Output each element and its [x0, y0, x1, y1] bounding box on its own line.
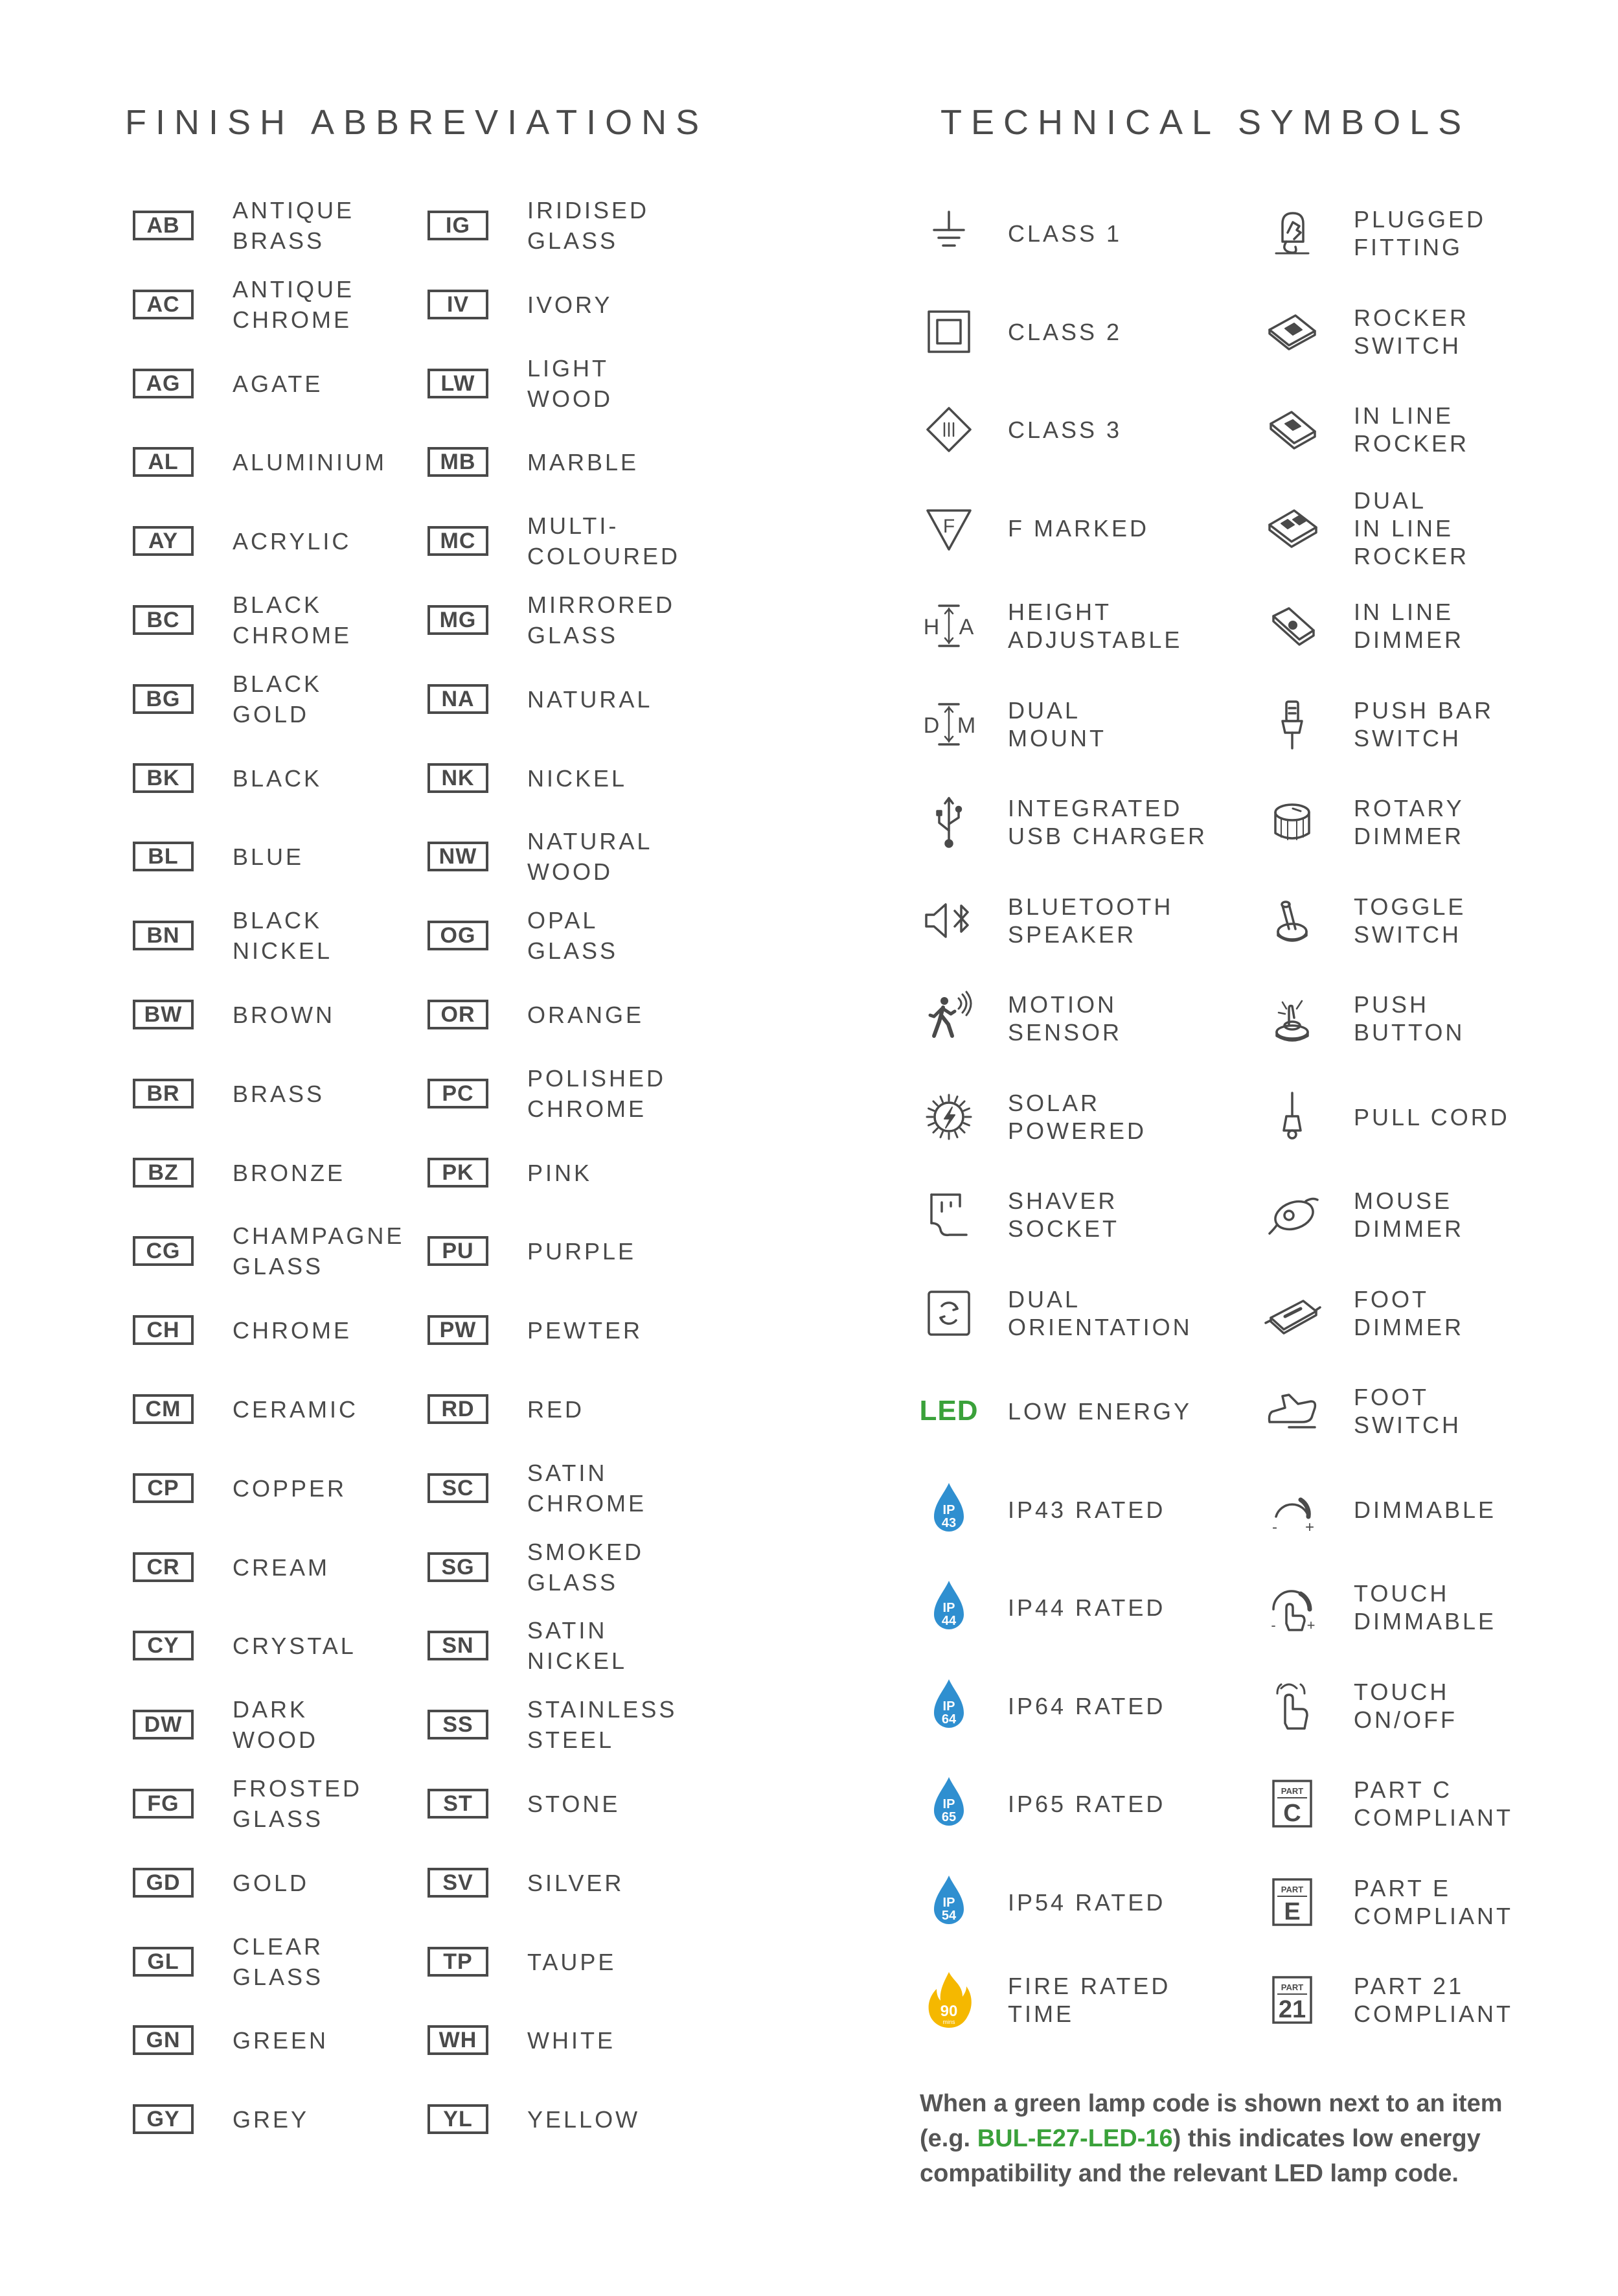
finish-item-mb: [427, 431, 722, 493]
symbol-label: IP54 RATED: [1008, 1888, 1166, 1916]
finish-item-bn: [133, 904, 427, 967]
part-e-icon: [1263, 1873, 1321, 1931]
symbol-motion-sensor: [920, 980, 1254, 1057]
finish-label: TAUPE: [527, 1948, 617, 1975]
finish-label: BRONZE: [233, 1159, 346, 1186]
finish-label: NATURAL WOOD: [527, 828, 653, 885]
finish-label: SILVER: [527, 1869, 624, 1896]
finish-code: IV: [427, 290, 488, 319]
finish-code: ST: [427, 1789, 488, 1819]
finish-label: AGATE: [233, 370, 323, 397]
symbol-dual-mount: [920, 685, 1254, 763]
finish-label: PINK: [527, 1159, 593, 1186]
symbol-part-c-compliant: [1263, 1765, 1567, 1843]
finish-code: BK: [133, 763, 194, 793]
dual-mount-icon: [920, 695, 978, 753]
finish-label: CHAMPAGNE GLASS: [233, 1223, 405, 1280]
footnote-lamp-code: BUL-E27-LED-16: [977, 2125, 1173, 2152]
led-footnote: [920, 2086, 1542, 2191]
finish-label: ALUMINIUM: [233, 448, 387, 476]
finish-label: CLEAR GLASS: [233, 1933, 324, 1990]
symbol-toggle-switch: [1263, 882, 1567, 959]
svg-text:+: +: [1306, 1617, 1316, 1633]
symbol-label: CLASS 3: [1008, 416, 1122, 443]
finish-item-pk: [427, 1142, 722, 1204]
svg-text:PART: PART: [1281, 1982, 1304, 1992]
finish-label: BLACK: [233, 764, 323, 792]
finish-item-cy: [133, 1614, 427, 1677]
finish-label: BLACK GOLD: [233, 671, 323, 728]
symbol-label: CLASS 1: [1008, 220, 1122, 247]
svg-text:43: 43: [941, 1516, 957, 1530]
symbol-part-e-compliant: [1263, 1863, 1567, 1941]
finish-code: YL: [427, 2104, 488, 2134]
symbol-label: PART C COMPLIANT: [1354, 1776, 1514, 1831]
mouse-dimmer-icon: [1263, 1186, 1321, 1244]
finish-label: OPAL GLASS: [527, 907, 619, 964]
finish-item-cm: [133, 1378, 427, 1440]
symbol-mouse-dimmer: [1263, 1176, 1567, 1254]
finish-label: BRASS: [233, 1080, 325, 1107]
finish-item-bw: [133, 983, 427, 1046]
finish-item-bz: [133, 1142, 427, 1204]
symbol-ip65-rated: [920, 1765, 1254, 1843]
symbol-label: DUAL MOUNT: [1008, 697, 1106, 752]
finish-label: BLUE: [233, 843, 304, 870]
finish-item-nw: [427, 825, 722, 888]
finish-item-or: [427, 983, 722, 1046]
led-text: LED: [919, 1395, 979, 1427]
finish-code: AB: [133, 211, 194, 240]
finish-item-ab: [133, 194, 427, 257]
finish-label: GOLD: [233, 1869, 310, 1896]
motion-sensor-icon: [920, 989, 978, 1048]
finish-label: NATURAL: [527, 685, 653, 713]
finish-code: OR: [427, 1000, 488, 1029]
usb-icon: [920, 793, 978, 851]
finish-item-br: [133, 1062, 427, 1125]
ip-drop-icon: [920, 1873, 978, 1931]
rotary-dimmer-icon: [1263, 793, 1321, 851]
finish-item-tp: [427, 1931, 722, 1993]
symbol-ip44-rated: [920, 1568, 1254, 1646]
svg-text:90: 90: [940, 2003, 958, 2020]
svg-text:F: F: [942, 516, 955, 537]
symbol-dimmable: [1263, 1471, 1567, 1548]
finish-item-cp: [133, 1457, 427, 1519]
finish-label: STAINLESS STEEL: [527, 1696, 678, 1753]
symbol-label: PUSH BUTTON: [1354, 991, 1465, 1046]
symbol-label: LOW ENERGY: [1008, 1397, 1192, 1425]
finish-item-dw: [133, 1693, 427, 1756]
finish-label: BROWN: [233, 1001, 335, 1028]
footnote-text-after: ) this indicates low energy compatibility and the relevant LED lamp code.: [920, 2125, 1481, 2187]
svg-text:PART: PART: [1281, 1786, 1304, 1796]
svg-text:64: 64: [941, 1712, 957, 1727]
svg-text:54: 54: [941, 1909, 957, 1923]
toggle-switch-icon: [1263, 891, 1321, 950]
ip-drop-icon: [920, 1578, 978, 1636]
finish-label: ANTIQUE CHROME: [233, 276, 355, 333]
finish-label: BLACK CHROME: [233, 591, 352, 649]
symbol-label: DUAL ORIENTATION: [1008, 1286, 1192, 1340]
finish-label: SMOKED GLASS: [527, 1539, 644, 1596]
svg-text:IP: IP: [942, 1503, 955, 1517]
symbol-touch-on-off: [1263, 1667, 1567, 1745]
class-3-icon: [920, 400, 978, 459]
svg-text:IP: IP: [942, 1699, 955, 1714]
symbol-foot-switch: [1263, 1372, 1567, 1450]
finish-item-bk: [133, 747, 427, 809]
finish-label: PEWTER: [527, 1316, 643, 1344]
finish-code: BR: [133, 1079, 194, 1108]
finish-code: TP: [427, 1947, 488, 1977]
symbol-f-marked: [920, 489, 1254, 567]
finish-code: CH: [133, 1315, 194, 1345]
dimmable-icon: [1263, 1480, 1321, 1539]
finish-label: ORANGE: [527, 1001, 644, 1028]
svg-text:M: M: [957, 713, 976, 738]
finish-item-cg: [133, 1220, 427, 1282]
finish-item-nk: [427, 747, 722, 809]
symbol-integrated-usb-charger: [920, 783, 1254, 861]
symbol-label: IP43 RATED: [1008, 1496, 1166, 1523]
finish-code: CY: [133, 1631, 194, 1660]
symbol-label: IP65 RATED: [1008, 1790, 1166, 1817]
finish-code: LW: [427, 369, 488, 398]
svg-text:-: -: [1271, 1617, 1276, 1633]
finish-label: BLACK NICKEL: [233, 907, 333, 964]
class-2-icon: [920, 303, 978, 361]
finish-code: RD: [427, 1394, 488, 1424]
rocker-switch-icon: [1263, 303, 1321, 361]
symbol-plugged-fitting: [1263, 194, 1567, 272]
finish-code: BC: [133, 605, 194, 635]
finish-code: PK: [427, 1158, 488, 1188]
finish-item-ag: [133, 352, 427, 415]
svg-text:IP: IP: [942, 1797, 955, 1811]
finish-label: MULTI- COLOURED: [527, 512, 681, 569]
finish-label: COPPER: [233, 1475, 347, 1502]
symbol-label: BLUETOOTH SPEAKER: [1008, 893, 1174, 948]
finish-code: SV: [427, 1868, 488, 1898]
symbol-in-line-dimmer: [1263, 587, 1567, 665]
finish-code: GD: [133, 1868, 194, 1898]
finish-item-iv: [427, 273, 722, 336]
finish-label: RED: [527, 1395, 585, 1423]
symbol-fire-rated-time: [920, 1961, 1254, 2039]
finish-code: MG: [427, 605, 488, 635]
symbol-label: FIRE RATED TIME: [1008, 1973, 1171, 2027]
dual-in-line-rocker-icon: [1263, 499, 1321, 557]
finish-code: NA: [427, 684, 488, 714]
finish-code: BZ: [133, 1158, 194, 1188]
finish-code: BN: [133, 921, 194, 950]
finish-code: GY: [133, 2104, 194, 2134]
svg-text:A: A: [959, 615, 974, 639]
pull-cord-icon: [1263, 1088, 1321, 1146]
symbol-foot-dimmer: [1263, 1274, 1567, 1352]
ip-drop-icon: [920, 1774, 978, 1833]
symbol-touch-dimmable: [1263, 1568, 1567, 1646]
plugged-fitting-icon: [1263, 204, 1321, 262]
push-button-icon: [1263, 989, 1321, 1048]
finish-label: IVORY: [527, 291, 613, 318]
symbol-label: DIMMABLE: [1354, 1496, 1497, 1523]
finish-label: MARBLE: [527, 448, 639, 476]
finish-label: DARK WOOD: [233, 1696, 318, 1753]
finish-code: CM: [133, 1394, 194, 1424]
finish-label: SATIN NICKEL: [527, 1617, 628, 1674]
f-marked-icon: [920, 499, 978, 557]
symbol-label: ROCKER SWITCH: [1354, 304, 1470, 359]
finish-item-sv: [427, 1852, 722, 1914]
foot-switch-icon: [1263, 1382, 1321, 1440]
finish-item-ch: [133, 1299, 427, 1361]
part-21-icon: [1263, 1971, 1321, 2029]
finish-label: SATIN CHROME: [527, 1460, 646, 1517]
finish-code: SS: [427, 1710, 488, 1739]
svg-text:IP: IP: [942, 1601, 955, 1615]
finish-label: PURPLE: [527, 1237, 637, 1265]
symbol-dual-orientation: [920, 1274, 1254, 1352]
in-line-rocker-icon: [1263, 400, 1321, 459]
symbol-ip43-rated: [920, 1471, 1254, 1548]
class-1-icon: [920, 204, 978, 262]
ip-drop-icon: [920, 1677, 978, 1735]
finish-item-al: [133, 431, 427, 493]
symbol-in-line-rocker: [1263, 391, 1567, 468]
finish-item-gd: [133, 1852, 427, 1914]
symbol-label: F MARKED: [1008, 514, 1150, 542]
finish-item-ss: [427, 1693, 722, 1756]
symbol-class-1: [920, 194, 1254, 272]
finish-code: MB: [427, 447, 488, 477]
symbol-label: PART E COMPLIANT: [1354, 1875, 1514, 1929]
finish-label: WHITE: [527, 2026, 615, 2054]
finish-code: AL: [133, 447, 194, 477]
symbol-label: FOOT SWITCH: [1354, 1384, 1461, 1438]
finish-item-sc: [427, 1457, 722, 1519]
finish-label: LIGHT WOOD: [527, 355, 613, 412]
led-icon: [920, 1382, 978, 1440]
svg-text:mins: mins: [942, 2019, 955, 2025]
symbol-label: PULL CORD: [1354, 1103, 1510, 1131]
symbol-label: IN LINE DIMMER: [1354, 599, 1464, 653]
symbol-shaver-socket: [920, 1176, 1254, 1254]
part-c-icon: [1263, 1774, 1321, 1833]
finish-code: CG: [133, 1236, 194, 1266]
finish-code: AG: [133, 369, 194, 398]
finish-code: PU: [427, 1236, 488, 1266]
push-bar-switch-icon: [1263, 695, 1321, 753]
ip-drop-icon: [920, 1480, 978, 1539]
finish-code: CR: [133, 1552, 194, 1582]
symbol-label: PUSH BAR SWITCH: [1354, 697, 1494, 752]
solar-icon: [920, 1088, 978, 1146]
finish-abbreviations-heading: FINISH ABBREVIATIONS: [125, 103, 709, 142]
symbol-class-3: [920, 391, 1254, 468]
symbol-label: PART 21 COMPLIANT: [1354, 1973, 1514, 2027]
symbol-label: DUAL IN LINE ROCKER: [1354, 487, 1470, 569]
symbol-rocker-switch: [1263, 293, 1567, 371]
finish-label: FROSTED GLASS: [233, 1775, 363, 1832]
svg-text:44: 44: [941, 1614, 957, 1628]
symbol-label: TOUCH ON/OFF: [1354, 1679, 1457, 1733]
symbol-low-energy: [920, 1372, 1254, 1450]
shaver-socket-icon: [920, 1186, 978, 1244]
symbol-label: SHAVER SOCKET: [1008, 1188, 1120, 1242]
finish-item-gl: [133, 1931, 427, 1993]
symbol-push-button: [1263, 980, 1567, 1057]
finish-code: SG: [427, 1552, 488, 1582]
finish-label: GREEN: [233, 2026, 329, 2054]
svg-text:E: E: [1284, 1898, 1301, 1925]
finish-code: PC: [427, 1079, 488, 1108]
finish-code: BG: [133, 684, 194, 714]
finish-label: CHROME: [233, 1316, 352, 1344]
finish-label: CERAMIC: [233, 1395, 359, 1423]
finish-item-cr: [133, 1536, 427, 1598]
symbol-bluetooth-speaker: [920, 882, 1254, 959]
svg-text:D: D: [923, 713, 940, 738]
finish-item-pc: [427, 1062, 722, 1125]
finish-label: YELLOW: [527, 2106, 641, 2133]
finish-code: PW: [427, 1315, 488, 1345]
finish-code: WH: [427, 2025, 488, 2055]
finish-code: AC: [133, 290, 194, 319]
finish-item-st: [427, 1773, 722, 1835]
finish-code: MC: [427, 526, 488, 556]
finish-item-bl: [133, 825, 427, 888]
finish-item-bc: [133, 589, 427, 651]
finish-code: SN: [427, 1631, 488, 1660]
finish-item-yl: [427, 2088, 722, 2150]
finish-code: CP: [133, 1473, 194, 1503]
finish-item-wh: [427, 2009, 722, 2071]
finish-item-mc: [427, 510, 722, 572]
finish-label: IRIDISED GLASS: [527, 197, 650, 254]
svg-text:-: -: [1272, 1519, 1277, 1536]
touch-dimmable-icon: [1263, 1578, 1321, 1636]
finish-code: SC: [427, 1473, 488, 1503]
finish-label: STONE: [527, 1790, 621, 1817]
finish-code: GL: [133, 1947, 194, 1977]
svg-text:C: C: [1283, 1800, 1301, 1827]
finish-item-ay: [133, 510, 427, 572]
symbol-label: IP64 RATED: [1008, 1692, 1166, 1719]
height-adjustable-icon: [920, 597, 978, 655]
symbol-part-21-compliant: [1263, 1961, 1567, 2039]
svg-text:PART: PART: [1281, 1885, 1304, 1894]
svg-text:65: 65: [941, 1810, 957, 1824]
finish-label: CREAM: [233, 1554, 330, 1581]
finish-label: NICKEL: [527, 764, 628, 792]
finish-code: BW: [133, 1000, 194, 1029]
finish-item-mg: [427, 589, 722, 651]
finish-code: DW: [133, 1710, 194, 1739]
finish-item-sg: [427, 1536, 722, 1598]
in-line-dimmer-icon: [1263, 597, 1321, 655]
foot-dimmer-icon: [1263, 1284, 1321, 1342]
finish-label: ACRYLIC: [233, 527, 352, 555]
finish-item-bg: [133, 668, 427, 730]
symbol-label: CLASS 2: [1008, 318, 1122, 345]
touch-on-off-icon: [1263, 1677, 1321, 1735]
finish-label: GREY: [233, 2106, 310, 2133]
symbol-label: TOUCH DIMMABLE: [1354, 1580, 1497, 1635]
symbol-dual-in-line-rocker: [1263, 489, 1567, 567]
finish-label: CRYSTAL: [233, 1632, 356, 1659]
symbol-class-2: [920, 293, 1254, 371]
finish-code: OG: [427, 921, 488, 950]
finish-code: AY: [133, 526, 194, 556]
symbol-label: FOOT DIMMER: [1354, 1286, 1464, 1340]
finish-item-gn: [133, 2009, 427, 2071]
finish-code: IG: [427, 211, 488, 240]
finish-item-pw: [427, 1299, 722, 1361]
symbol-label: ROTARY DIMMER: [1354, 795, 1464, 849]
symbol-solar-powered: [920, 1078, 1254, 1156]
finish-item-lw: [427, 352, 722, 415]
footnote-text-before: When a green lamp code is shown next to an item (e.g.: [920, 2090, 1503, 2152]
technical-symbols-heading: TECHNICAL SYMBOLS: [940, 103, 1471, 142]
fire-icon: [920, 1971, 978, 2029]
finish-label: POLISHED CHROME: [527, 1065, 667, 1122]
finish-code: NK: [427, 763, 488, 793]
symbol-label: HEIGHT ADJUSTABLE: [1008, 599, 1183, 653]
symbol-label: IP44 RATED: [1008, 1594, 1166, 1621]
symbol-height-adjustable: [920, 587, 1254, 665]
svg-text:21: 21: [1278, 1996, 1306, 2023]
svg-text:IP: IP: [942, 1896, 955, 1910]
symbol-label: TOGGLE SWITCH: [1354, 893, 1466, 948]
symbol-label: IN LINE ROCKER: [1354, 402, 1470, 457]
finish-item-gy: [133, 2088, 427, 2150]
symbol-rotary-dimmer: [1263, 783, 1567, 861]
symbol-pull-cord: [1263, 1078, 1567, 1156]
finish-code: FG: [133, 1789, 194, 1819]
finish-item-fg: [133, 1773, 427, 1835]
symbol-label: INTEGRATED USB CHARGER: [1008, 795, 1208, 849]
finish-code: NW: [427, 842, 488, 871]
symbol-ip64-rated: [920, 1667, 1254, 1745]
symbol-label: MOTION SENSOR: [1008, 991, 1122, 1046]
bluetooth-speaker-icon: [920, 891, 978, 950]
finish-label: MIRRORED GLASS: [527, 591, 675, 649]
finish-label: ANTIQUE BRASS: [233, 197, 355, 254]
symbol-label: SOLAR POWERED: [1008, 1090, 1147, 1144]
finish-item-ac: [133, 273, 427, 336]
finish-code: GN: [133, 2025, 194, 2055]
symbol-label: PLUGGED FITTING: [1354, 206, 1487, 260]
finish-item-na: [427, 668, 722, 730]
symbol-ip54-rated: [920, 1863, 1254, 1941]
finish-item-rd: [427, 1378, 722, 1440]
finish-item-pu: [427, 1220, 722, 1282]
svg-text:+: +: [1305, 1519, 1315, 1536]
finish-item-sn: [427, 1614, 722, 1677]
svg-text:H: H: [923, 615, 940, 639]
dual-orientation-icon: [920, 1284, 978, 1342]
finish-item-og: [427, 904, 722, 967]
symbol-label: MOUSE DIMMER: [1354, 1188, 1464, 1242]
finish-code: BL: [133, 842, 194, 871]
finish-item-ig: [427, 194, 722, 257]
symbol-push-bar-switch: [1263, 685, 1567, 763]
